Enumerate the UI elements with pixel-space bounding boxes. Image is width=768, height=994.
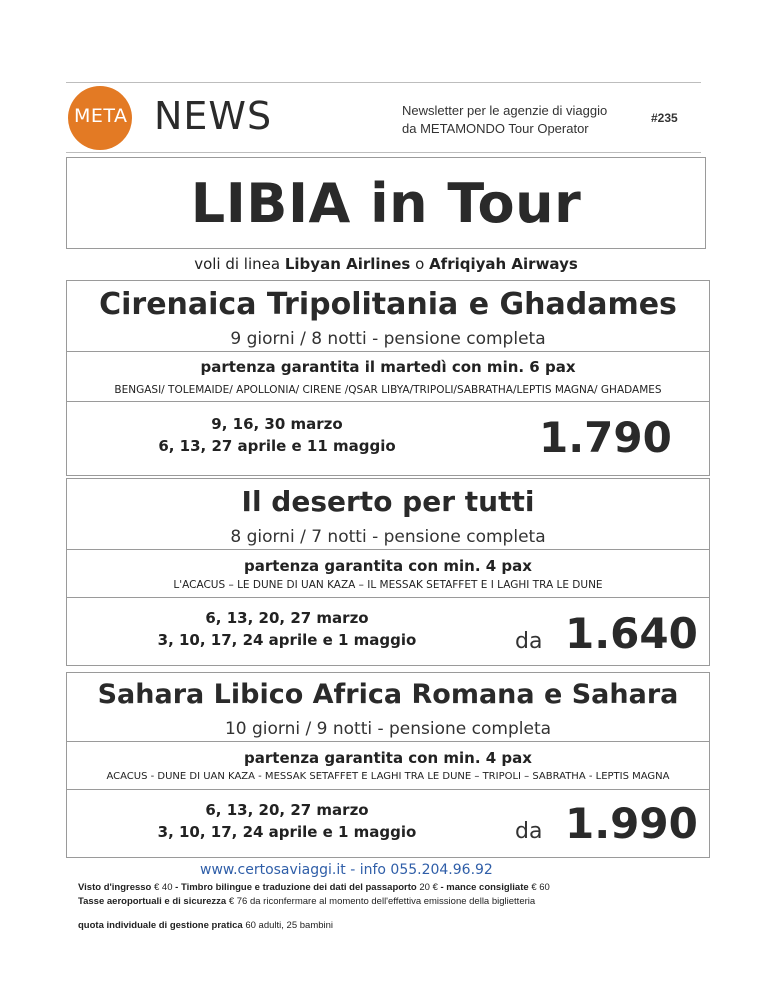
tour-1-title: Cirenaica Tripolitania e Ghadames <box>99 287 677 322</box>
visa-value: € 40 <box>154 882 173 893</box>
tour-card-1 <box>66 280 710 476</box>
header-top-rule <box>66 82 701 83</box>
newsletter-line-2: da METAMONDO Tour Operator <box>402 121 589 136</box>
tour-2-dates-line-1: 6, 13, 20, 27 marzo <box>205 609 369 627</box>
tour-2-divider-2 <box>67 597 709 598</box>
tour-1-dates <box>127 413 427 457</box>
visa-notes <box>78 882 550 893</box>
subtitle-prefix: voli di linea <box>194 255 281 273</box>
tour-1-price: 1.790 <box>539 413 672 462</box>
tax-value: € 76 da riconfermare al momento dell'effettiva emissione della biglietteria <box>228 896 536 907</box>
logo-meta-text: META <box>74 105 128 127</box>
tax-notes <box>78 896 535 907</box>
tour-card-3 <box>66 672 710 858</box>
main-title: LIBIA in Tour <box>190 171 582 235</box>
newsletter-description <box>402 102 607 138</box>
tour-1-divider-1 <box>67 351 709 352</box>
tour-3-title: Sahara Libico Africa Romana e Sahara <box>97 679 679 710</box>
tour-1-duration: 9 giorni / 8 notti - pensione completa <box>230 329 546 349</box>
tour-3-price: 1.990 <box>565 799 698 848</box>
fee-notes <box>78 920 333 931</box>
tour-2-dates <box>127 607 447 651</box>
tour-1-dates-line-1: 9, 16, 30 marzo <box>211 415 343 433</box>
tour-2-title: Il deserto per tutti <box>241 485 535 518</box>
tour-3-divider-2 <box>67 789 709 790</box>
tour-2-duration: 8 giorni / 7 notti - pensione completa <box>230 527 546 547</box>
airline-libyan: Libyan Airlines <box>284 255 411 273</box>
tour-2-departure: partenza garantita con min. 4 pax <box>244 557 532 575</box>
visa-label: Visto d'ingresso <box>78 882 152 893</box>
tour-1-departure: partenza garantita il martedì con min. 6 pax <box>200 358 576 376</box>
tour-1-dates-line-2: 6, 13, 27 aprile e 11 maggio <box>158 437 396 455</box>
tour-2-price: 1.640 <box>565 609 698 658</box>
header-bottom-rule <box>66 152 701 153</box>
tour-3-duration: 10 giorni / 9 notti - pensione completa <box>224 719 552 739</box>
stamp-value: 20 € <box>419 882 438 893</box>
tax-label: Tasse aeroportuali e di sicurezza <box>78 896 227 907</box>
issue-number: #235 <box>651 111 678 125</box>
tour-1-places: BENGASI/ TOLEMAIDE/ APOLLONIA/ CIRENE /QSAR LIBYA/TRIPOLI/SABRATHA/LEPTIS MAGNA/ GHADAMES <box>114 384 662 396</box>
tour-2-divider-1 <box>67 549 709 550</box>
tour-card-2 <box>66 478 710 666</box>
metanews-logo <box>68 86 273 150</box>
tour-3-departure: partenza garantita con min. 4 pax <box>244 749 532 767</box>
airline-afriqiyah: Afriqiyah Airways <box>429 255 578 273</box>
fee-label: quota individuale di gestione pratica <box>78 920 243 931</box>
tour-2-price-prefix: da <box>515 629 543 654</box>
tour-3-divider-1 <box>67 741 709 742</box>
subtitle-conj: o <box>415 255 425 273</box>
tour-3-dates <box>127 799 447 843</box>
tour-1-divider-2 <box>67 401 709 402</box>
tour-2-dates-line-2: 3, 10, 17, 24 aprile e 1 maggio <box>157 631 417 649</box>
tips-value: € 60 <box>531 882 550 893</box>
tour-3-dates-line-1: 6, 13, 20, 27 marzo <box>205 801 369 819</box>
tour-2-places: L'ACACUS – LE DUNE DI UAN KAZA – IL MESSAK SETAFFET E I LAGHI TRA LE DUNE <box>173 579 603 591</box>
main-title-box <box>66 157 706 249</box>
flights-subtitle <box>66 255 706 273</box>
newsletter-line-1: Newsletter per le agenzie di viaggio <box>402 103 608 118</box>
website-contact[interactable]: www.certosaviaggi.it - info 055.204.96.92 <box>200 862 493 878</box>
logo-news-text: NEWS <box>154 94 273 138</box>
tour-3-dates-line-2: 3, 10, 17, 24 aprile e 1 maggio <box>157 823 417 841</box>
fee-value: 60 adulti, 25 bambini <box>245 920 334 931</box>
tips-label: - mance consigliate <box>440 882 529 893</box>
stamp-label: - Timbro bilingue e traduzione dei dati del passaporto <box>175 882 417 893</box>
tour-3-price-prefix: da <box>515 819 543 844</box>
tour-3-places: ACACUS - DUNE DI UAN KAZA - MESSAK SETAFFET E LAGHI TRA LE DUNE – TRIPOLI – SABRATHA - LEPTIS MAGNA <box>106 771 670 782</box>
